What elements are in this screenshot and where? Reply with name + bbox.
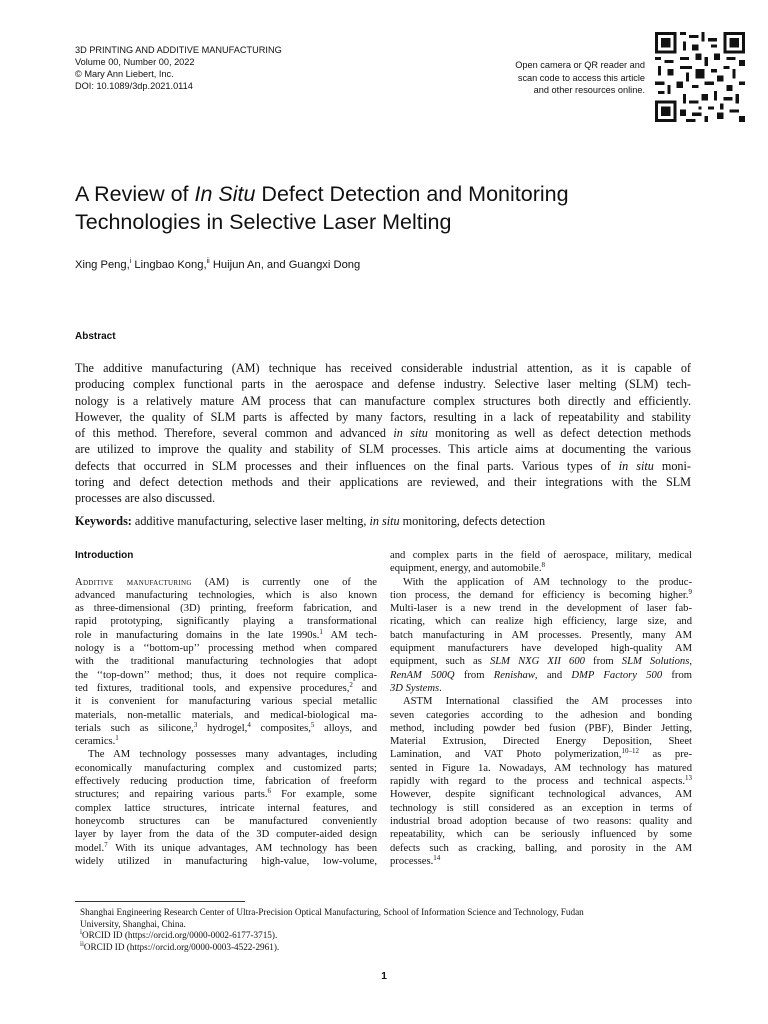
- citation[interactable]: 9: [688, 588, 692, 596]
- text-line: [390, 682, 692, 695]
- text: tion process, the demand for efficiency is becoming higher.: [390, 589, 689, 601]
- journal-name: 3D PRINTING AND ADDITIVE MANUFACTURING: [75, 45, 282, 55]
- italic-text: in situ: [369, 514, 400, 528]
- text-line: batch manufacturing in AM processes. Presently, many AM: [390, 629, 692, 641]
- text-line: equipment manufacturers have developed high-quality AM: [390, 643, 692, 655]
- body-column-left: [75, 549, 377, 868]
- affiliation: Shanghai Engineering Research Center of Ultra-Precision Optical Manufacturing, School of Information Science and Technology, Fudan: [80, 907, 584, 917]
- citation[interactable]: 1: [115, 734, 119, 743]
- text: moni-: [653, 458, 691, 473]
- text-line: [390, 562, 692, 575]
- title-italic: In Situ: [194, 182, 256, 206]
- page-number: 1: [381, 970, 387, 982]
- italic-text: RenAM 500Q: [390, 669, 455, 681]
- text: ted fixtures, traditional tools, and expensive procedures,: [75, 682, 350, 694]
- text-line: sented in Figure 1a. Nowadays, AM technology has matured: [390, 762, 692, 774]
- text-line: with the traditional manufacturing technologies that adopt: [75, 656, 377, 668]
- keywords-label: Keywords:: [75, 514, 132, 528]
- text: equipment, energy, and automobile.: [390, 563, 542, 575]
- text-line: seven categories according to the adhesion and bonding: [390, 709, 692, 721]
- citation[interactable]: 13: [685, 775, 692, 783]
- text-line: technology is still considered as an exception in terms of: [390, 802, 692, 814]
- title-line: [75, 180, 569, 208]
- author: Xing Peng,: [75, 259, 130, 271]
- footnotes: [80, 907, 700, 953]
- citation[interactable]: 5: [310, 721, 315, 729]
- text-line: it is convenient for manufacturing various special metallic: [75, 696, 377, 708]
- journal-doi[interactable]: DOI: 10.1089/3dp.2021.0114: [75, 81, 193, 91]
- text-line: the ‘‘top-down’’ method; thus, it does not require complica-: [75, 669, 377, 681]
- text-line: The AM technology possesses many advantages, including: [88, 749, 377, 761]
- italic-text: in situ: [393, 426, 428, 441]
- affiliation: University, Shanghai, China.: [80, 918, 186, 929]
- article-title: [75, 180, 569, 236]
- text-line: advanced manufacturing technologies, which is also known: [75, 589, 377, 601]
- citation[interactable]: 4: [247, 721, 251, 729]
- text-line: ricating, which can realize high efficiency, large size, and: [390, 616, 692, 628]
- text: (AM) is currently one of the: [191, 576, 377, 588]
- section-heading: Introduction: [75, 550, 134, 561]
- citation[interactable]: 2: [349, 681, 353, 689]
- footnote-marker: ii: [80, 939, 84, 948]
- journal-copyright: © Mary Ann Liebert, Inc.: [75, 69, 174, 79]
- text-line: industrial broad adoption because of two reasons: quality and: [390, 815, 692, 827]
- footnote-marker: i: [80, 928, 82, 937]
- text: from: [454, 669, 494, 681]
- orcid-footnote[interactable]: [80, 939, 700, 954]
- title-text: A Review of: [75, 182, 195, 206]
- text: model.: [75, 842, 105, 854]
- citation[interactable]: 1: [319, 628, 323, 636]
- abstract-line: [75, 425, 691, 441]
- text-line: repeatability, which can be seriously influenced by some: [390, 829, 692, 841]
- abstract-heading: Abstract: [75, 331, 116, 342]
- text-line: [75, 629, 377, 642]
- author: Huijun An, and Guangxi Dong: [209, 259, 361, 271]
- italic-text: Renishaw: [493, 669, 535, 681]
- text-line: complex lattice structures, intricate internal features, and: [75, 802, 377, 814]
- author-list: [75, 259, 360, 271]
- abstract-line: [75, 458, 691, 474]
- italic-text: DMP Factory 500: [571, 669, 663, 681]
- text: processes.: [390, 855, 434, 867]
- footnote-divider: [75, 901, 245, 902]
- text: ceramics.: [75, 736, 116, 748]
- text: as pre-: [638, 749, 692, 761]
- text-line: nology is a ‘‘bottom-up’’ processing method when compared: [75, 643, 377, 655]
- text: additive manufacturing, selective laser melting,: [131, 514, 370, 528]
- citation[interactable]: 10–12: [621, 748, 639, 756]
- text: alloys, and: [314, 722, 377, 734]
- text: Lamination, and VAT Photo polymerization,: [390, 749, 622, 761]
- text-line: [75, 788, 377, 801]
- text: For example, some: [271, 789, 377, 801]
- small-caps-text: Additive manufacturing: [75, 576, 192, 588]
- abstract-line: are utilized to improve the quality and stability of SLM processes. This article aims at documenting the various: [75, 442, 691, 457]
- qr-note-line: scan code to access this article: [517, 72, 645, 83]
- title-text: Defect Detection and Monitoring: [255, 182, 569, 206]
- italic-text: 3D Systems: [390, 682, 440, 694]
- text-line: [75, 722, 377, 735]
- text-line: [75, 735, 377, 748]
- text-line: [390, 589, 692, 602]
- text-line: However, despite significant technological advances, AM: [390, 789, 692, 801]
- text-line: and complex parts in the field of aerospace, military, medical: [390, 550, 692, 561]
- footnote-text: ORCID ID (https://orcid.org/0000-0002-6177-3715).: [81, 930, 278, 941]
- qr-instructions: [488, 59, 645, 97]
- abstract-line: producing complex functional parts in the aerospace and defense industry. Selective laser melting (SLM) tech-: [75, 377, 691, 392]
- text: equipment, such as: [390, 656, 490, 668]
- abstract-body: [75, 360, 691, 507]
- text: .: [439, 682, 442, 694]
- citation[interactable]: 7: [104, 841, 108, 849]
- text-line: economically manufacturing complex and customized parts;: [75, 762, 377, 774]
- text: ,: [689, 656, 692, 668]
- text: monitoring, defects detection: [399, 514, 546, 528]
- italic-text: in situ: [618, 458, 654, 473]
- abstract-line: processes are also discussed.: [75, 491, 216, 506]
- text: defects that occurred in SLM processes and their influences on the final parts. Various types of: [75, 458, 619, 473]
- text-line: [75, 576, 377, 589]
- footnote-text: ORCID ID (https://orcid.org/0000-0003-4522-2961).: [83, 941, 280, 952]
- text-line: [390, 655, 692, 668]
- text: monitoring as well as defect detection methods: [427, 426, 692, 441]
- citation[interactable]: 14: [433, 853, 441, 862]
- citation[interactable]: 6: [267, 788, 272, 796]
- text-line: materials, non-metallic materials, and medical-biological ma-: [75, 709, 377, 721]
- title-line: Technologies in Selective Laser Melting: [75, 210, 452, 234]
- journal-header: [75, 44, 282, 92]
- keywords: [75, 514, 545, 529]
- text-line: [390, 748, 692, 761]
- text: composites,: [250, 722, 311, 734]
- text-line: [75, 682, 377, 695]
- citation[interactable]: 8: [541, 561, 546, 570]
- text: AM tech-: [322, 629, 377, 641]
- abstract-line: The additive manufacturing (AM) technique has received considerable industrial attention, as it is capable of: [75, 361, 691, 375]
- text-line: Material Extrusion, Directed Energy Deposition, Sheet: [390, 736, 692, 748]
- text-line: effectively reducing production time, fabrication of freeform: [75, 776, 377, 788]
- text-line: [390, 775, 692, 788]
- text-line: With the application of AM technology to the produc-: [403, 576, 692, 588]
- italic-text: SLM NXG XII 600: [489, 656, 585, 668]
- text: role in manufacturing domains in the late 1990s.: [75, 629, 320, 641]
- citation[interactable]: 3: [193, 721, 198, 729]
- qr-note-line: Open camera or QR reader and: [515, 60, 645, 70]
- text: terials such as silicone,: [75, 722, 194, 734]
- text-line: widely utilized in manufacturing high-value, low-volume,: [75, 855, 377, 867]
- abstract-line: nology is a relatively mature AM process that can manufacture complex structures both directly and efficiently.: [75, 393, 691, 408]
- orcid-marker: ii: [206, 258, 210, 265]
- text: structures; and repairing various parts.: [75, 789, 268, 801]
- author: Lingbao Kong,: [131, 259, 207, 271]
- text-line: rapid prototyping, significantly playing a transformational: [75, 616, 377, 628]
- text-line: as three-dimensional (3D) printing, freeform fabrication, and: [75, 603, 377, 615]
- text: from: [662, 669, 692, 681]
- text: from: [584, 656, 622, 668]
- orcid-marker: i: [129, 258, 132, 265]
- body-column-right: [390, 549, 692, 868]
- italic-text: SLM Solutions: [621, 656, 690, 668]
- text-line: [390, 855, 692, 868]
- text-line: defects such as cracking, balling, and porosity in the AM: [390, 842, 692, 854]
- text-line: honeycomb structures can be manufactured conveniently: [75, 815, 377, 827]
- qr-code-icon[interactable]: [655, 31, 745, 123]
- text-line: ASTM International classified the AM processes into: [403, 696, 692, 708]
- text: With its unique advantages, AM technology has been: [107, 842, 377, 854]
- text-line: layer by layer from the data of the 3D computer-aided design: [75, 829, 377, 841]
- qr-note-line: and other resources online.: [533, 85, 645, 95]
- abstract-line: However, the quality of SLM parts is affected by many factors, resulting in a lack of repeatability and stability: [75, 409, 691, 424]
- orcid-footnote[interactable]: [80, 930, 700, 942]
- text-line: Multi-laser is a new trend in the development of laser fab-: [390, 603, 692, 615]
- text-line: method, including powder bed fusion (PBF), Binder Jetting,: [390, 722, 692, 734]
- text: rapidly with regard to the process and technical aspects.: [390, 776, 685, 788]
- journal-volume: Volume 00, Number 00, 2022: [75, 57, 195, 67]
- text-line: [390, 669, 692, 682]
- text: hydrogel,: [197, 722, 248, 734]
- text: and: [352, 682, 377, 694]
- text-line: [75, 842, 377, 855]
- abstract-line: toring and defect detection methods and their applications are reviewed, and their integrations with the SLM: [75, 475, 691, 490]
- text: , and: [534, 669, 572, 681]
- text: of this method. Therefore, several common and advanced: [75, 426, 394, 441]
